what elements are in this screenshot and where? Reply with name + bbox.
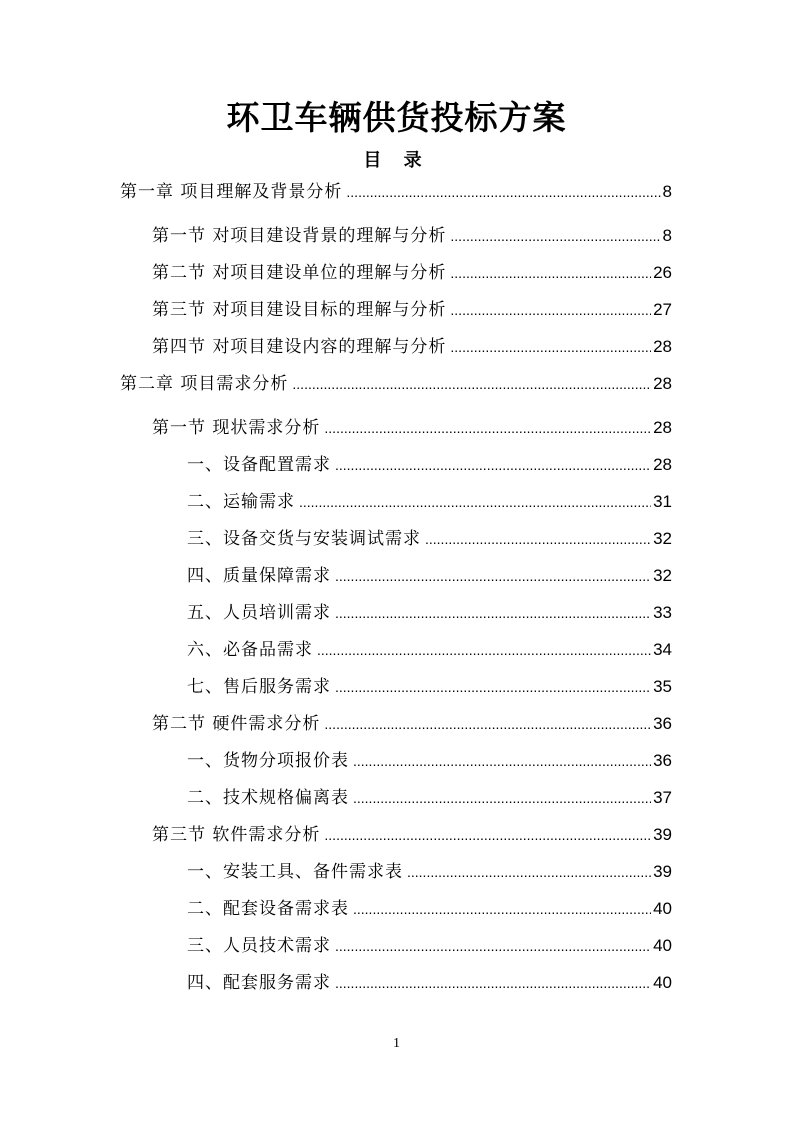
toc-chapter-entry[interactable] xyxy=(0,178,672,222)
toc-entry-page: 28 xyxy=(653,374,672,393)
toc-entry-page: 36 xyxy=(653,714,672,733)
toc-entry-page: 36 xyxy=(653,751,672,770)
toc-entry-page: 40 xyxy=(653,973,672,992)
toc-item-entry[interactable] xyxy=(0,636,672,673)
toc-item-entry[interactable] xyxy=(0,562,672,599)
toc-leader-dots xyxy=(335,599,651,627)
toc-entry-page: 28 xyxy=(653,455,672,474)
toc-entry-page: 40 xyxy=(653,899,672,918)
toc-leader-dots xyxy=(317,636,651,664)
toc-entry-label: 一、安装工具、备件需求表 xyxy=(187,862,403,882)
toc-leader-dots xyxy=(450,296,651,324)
toc-entry-label: 三、人员技术需求 xyxy=(187,936,331,956)
toc-entry-label: 第三节 软件需求分析 xyxy=(152,825,321,845)
toc-section-entry[interactable] xyxy=(0,222,672,259)
toc-entry-label: 第一节 现状需求分析 xyxy=(152,418,321,438)
toc-entry-label: 第四节 对项目建设内容的理解与分析 xyxy=(152,337,447,357)
toc-item-entry[interactable] xyxy=(0,747,672,784)
toc-entry-page: 28 xyxy=(653,418,672,437)
toc-leader-dots xyxy=(353,747,651,775)
toc-entry-label: 第一章 项目理解及背景分析 xyxy=(120,182,343,202)
page-number: 1 xyxy=(393,1036,400,1051)
toc-section-entry[interactable] xyxy=(0,821,672,858)
toc-leader-dots xyxy=(335,932,651,960)
toc-section-entry[interactable] xyxy=(0,414,672,451)
toc-entry-label: 二、配套设备需求表 xyxy=(187,899,349,919)
toc-entry-page: 8 xyxy=(662,226,672,245)
toc-entry-page: 27 xyxy=(653,300,672,319)
toc-leader-dots xyxy=(353,784,651,812)
toc-leader-dots xyxy=(335,451,651,479)
toc-entry-label: 七、售后服务需求 xyxy=(187,677,331,697)
toc-entry-page: 39 xyxy=(653,825,672,844)
toc-leader-dots xyxy=(450,259,651,287)
toc-entry-page: 33 xyxy=(653,603,672,622)
toc-item-entry[interactable] xyxy=(0,525,672,562)
toc-section-entry[interactable] xyxy=(0,296,672,333)
toc-item-entry[interactable] xyxy=(0,858,672,895)
document-title: 环卫车辆供货投标方案 xyxy=(226,98,567,137)
toc-item-entry[interactable] xyxy=(0,488,672,525)
toc-entry-page: 8 xyxy=(662,182,672,201)
toc-entry-page: 40 xyxy=(653,936,672,955)
toc-leader-dots xyxy=(450,333,651,361)
toc-entry-label: 一、货物分项报价表 xyxy=(187,751,349,771)
toc-leader-dots xyxy=(450,222,660,250)
toc-item-entry[interactable] xyxy=(0,969,672,1006)
toc-item-entry[interactable] xyxy=(0,932,672,969)
toc-entry-label: 第二节 硬件需求分析 xyxy=(152,714,321,734)
toc-entry-page: 34 xyxy=(653,640,672,659)
toc-leader-dots xyxy=(324,414,651,442)
toc-leader-dots xyxy=(335,673,651,701)
toc-leader-dots xyxy=(292,370,651,398)
toc-entry-page: 32 xyxy=(653,529,672,548)
toc-entry-page: 31 xyxy=(653,492,672,511)
toc-leader-dots xyxy=(324,710,651,738)
toc-entry-label: 四、质量保障需求 xyxy=(187,566,331,586)
toc-entry-label: 四、配套服务需求 xyxy=(187,973,331,993)
toc-entry-page: 39 xyxy=(653,862,672,881)
toc-item-entry[interactable] xyxy=(0,451,672,488)
table-of-contents xyxy=(0,178,793,1006)
toc-chapter-entry[interactable] xyxy=(0,370,672,414)
toc-entry-label: 第二节 对项目建设单位的理解与分析 xyxy=(152,263,447,283)
toc-leader-dots xyxy=(299,488,651,516)
toc-entry-page: 37 xyxy=(653,788,672,807)
toc-section-entry[interactable] xyxy=(0,333,672,370)
toc-item-entry[interactable] xyxy=(0,599,672,636)
toc-section-entry[interactable] xyxy=(0,259,672,296)
toc-entry-page: 35 xyxy=(653,677,672,696)
toc-entry-label: 三、设备交货与安装调试需求 xyxy=(187,529,421,549)
toc-heading: 目 录 xyxy=(363,150,430,171)
toc-leader-dots xyxy=(324,821,651,849)
toc-leader-dots xyxy=(335,969,651,997)
toc-item-entry[interactable] xyxy=(0,673,672,710)
toc-entry-label: 二、运输需求 xyxy=(187,492,295,512)
toc-item-entry[interactable] xyxy=(0,895,672,932)
toc-entry-label: 一、设备配置需求 xyxy=(187,455,331,475)
toc-leader-dots xyxy=(335,562,651,590)
toc-entry-page: 28 xyxy=(653,337,672,356)
toc-entry-label: 六、必备品需求 xyxy=(187,640,313,660)
toc-entry-label: 二、技术规格偏离表 xyxy=(187,788,349,808)
toc-entry-page: 26 xyxy=(653,263,672,282)
toc-leader-dots xyxy=(407,858,651,886)
toc-item-entry[interactable] xyxy=(0,784,672,821)
toc-leader-dots xyxy=(346,178,660,206)
toc-entry-label: 五、人员培训需求 xyxy=(187,603,331,623)
toc-entry-label: 第三节 对项目建设目标的理解与分析 xyxy=(152,300,447,320)
toc-entry-page: 32 xyxy=(653,566,672,585)
toc-entry-label: 第二章 项目需求分析 xyxy=(120,374,289,394)
toc-section-entry[interactable] xyxy=(0,710,672,747)
toc-leader-dots xyxy=(353,895,651,923)
toc-leader-dots xyxy=(425,525,651,553)
toc-entry-label: 第一节 对项目建设背景的理解与分析 xyxy=(152,226,447,246)
